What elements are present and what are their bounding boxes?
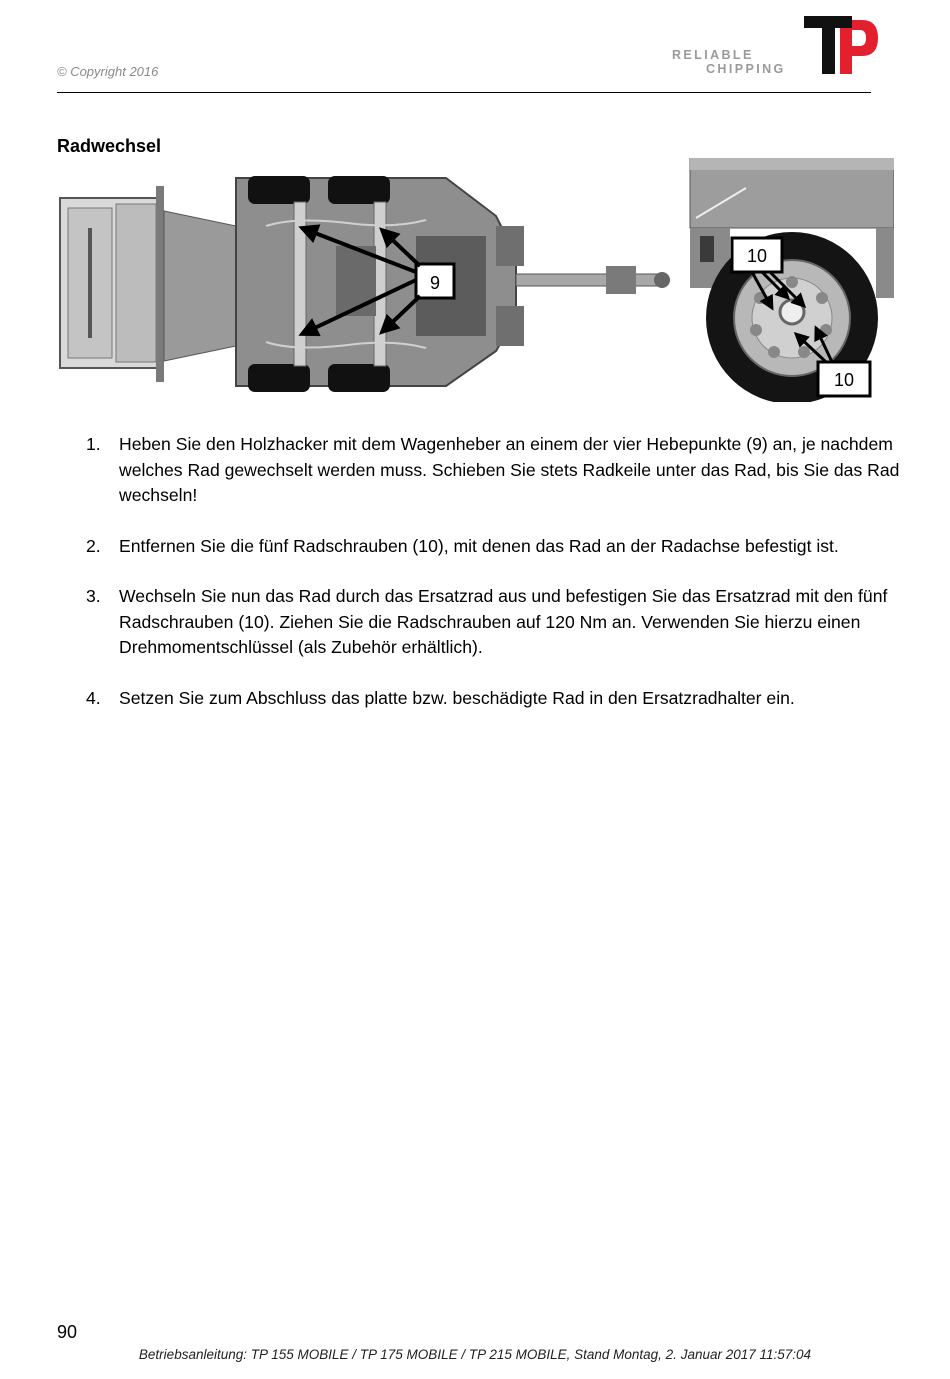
- step-number: 3.: [86, 586, 101, 606]
- step-number: 4.: [86, 687, 101, 708]
- brand-line-1: RELIABLE: [672, 48, 754, 62]
- header-rule: [57, 92, 871, 93]
- step-number: 2.: [86, 535, 101, 556]
- copyright-notice: © Copyright 2016: [57, 64, 159, 79]
- list-item: [86, 432, 901, 509]
- list-item: [86, 534, 901, 560]
- brand-tagline: [672, 48, 786, 76]
- callout-10-bottom: 10: [833, 370, 855, 390]
- wheel-closeup-figure: [686, 158, 894, 402]
- step-text: Entfernen Sie die fünf Radschrauben (10), mit denen das Rad an der Radachse befestigt ist.: [119, 535, 839, 556]
- callout-10-top: 10: [746, 246, 768, 266]
- chipper-top-view-figure: [56, 156, 676, 410]
- step-text: Setzen Sie zum Abschluss das platte bzw. beschädigte Rad in den Ersatzradhalter ein.: [119, 687, 795, 708]
- tp-logo-icon: [800, 12, 880, 78]
- list-item: [86, 584, 901, 661]
- footer-text: Betriebsanleitung: TP 155 MOBILE / TP 175 MOBILE / TP 215 MOBILE, Stand Montag, 2. Januar 2017 11:57:04: [138, 1347, 812, 1362]
- step-text: Heben Sie den Holzhacker mit dem Wagenheber an einem der vier Hebepunkte (9) an, je nachdem welches Rad gewechselt werden muss. Schieben Sie stets Radkeile unter das Rad, bis Sie das Rad wechseln!: [119, 434, 900, 505]
- step-number: 1.: [86, 434, 101, 454]
- callout-9: 9: [429, 273, 441, 293]
- brand-line-2: CHIPPING: [706, 62, 786, 76]
- step-text: Wechseln Sie nun das Rad durch das Ersatzrad aus und befestigen Sie das Ersatzrad mit den fünf Radschrauben (10). Ziehen Sie die Radschrauben auf 120 Nm an. Verwenden Sie hierzu einen Drehmomentschlüssel (als Zubehör erhältlich).: [119, 586, 888, 657]
- list-item: [86, 686, 901, 712]
- page-number: 90: [57, 1322, 78, 1342]
- section-title: Radwechsel: [57, 136, 162, 156]
- instruction-list: [86, 432, 901, 736]
